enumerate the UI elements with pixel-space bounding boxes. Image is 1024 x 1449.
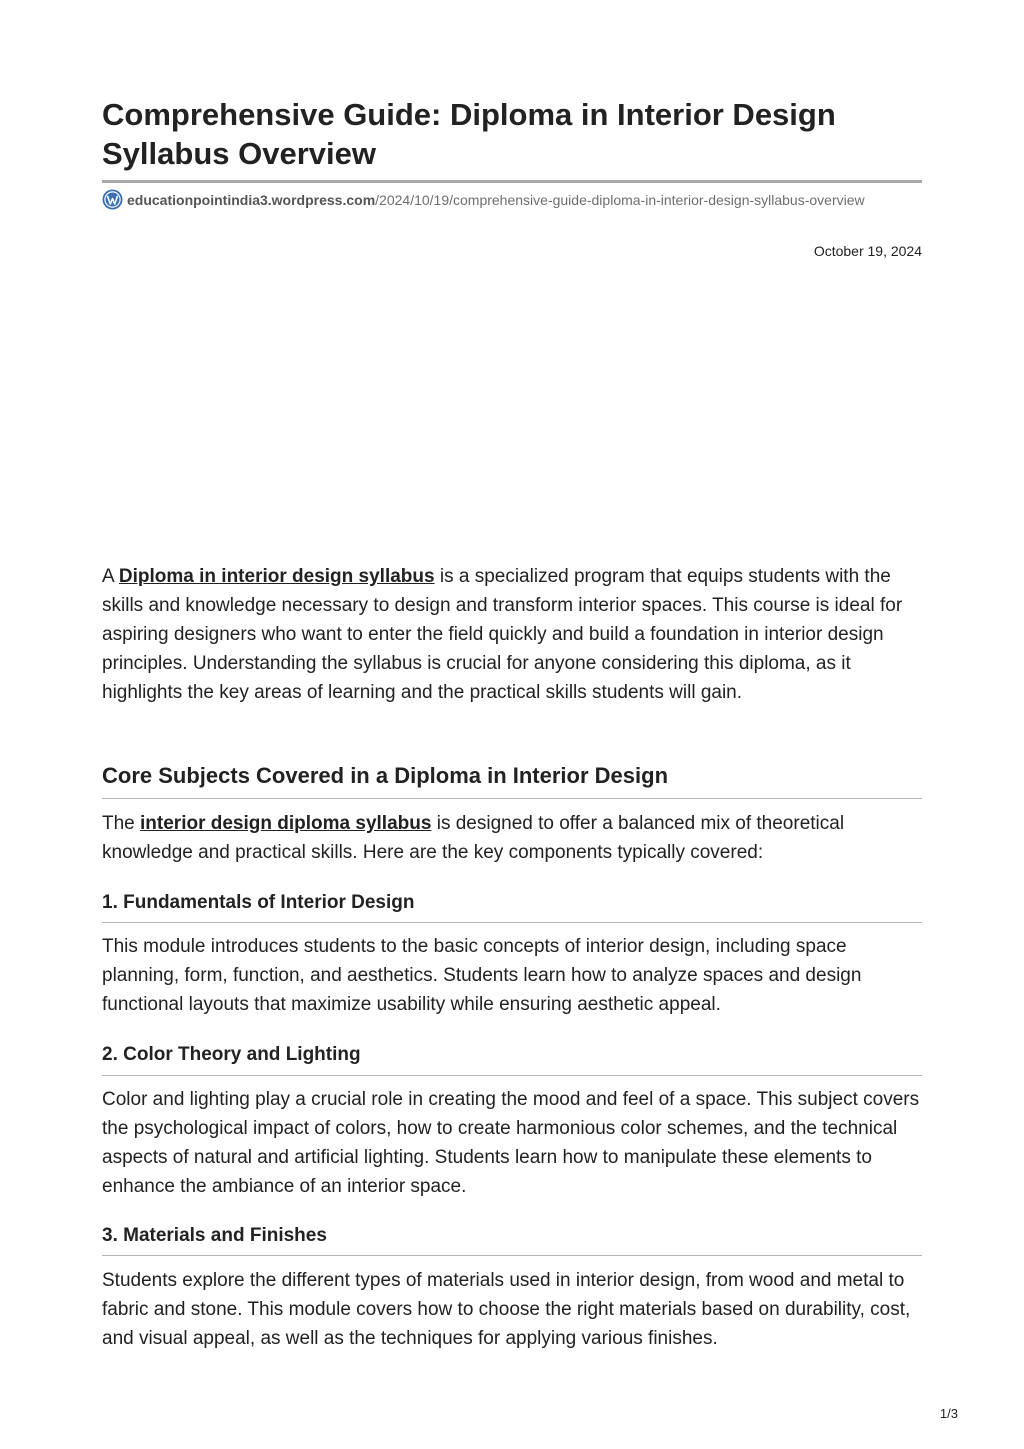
diploma-syllabus-link[interactable]: Diploma in interior design syllabus [118, 566, 435, 587]
core-prefix: The [102, 813, 141, 834]
section-paragraph: Students explore the different types of materials used in interior design, from wood and metal to fabric and stone. This module covers how to choose the right materials based on durability, cost, and visual appeal, as well as the techniques for applying various finishes. [102, 1270, 911, 1349]
section-heading: 3. Materials and Finishes [102, 1225, 327, 1246]
core-subjects-heading: Core Subjects Covered in a Diploma in Interior Design [102, 763, 669, 788]
section-heading: 2. Color Theory and Lighting [102, 1044, 361, 1065]
intro-text: is a specialized program that equips students with the skills and knowledge necessary to design and transform interior spaces. This course is ideal for aspiring designers who want to enter the field quickly and build a foundation in interior design principles. Understanding the syllabus is crucial for anyone considering this diploma, as it highlights the key areas of learning and the practical skills students will gain. [102, 566, 903, 703]
interior-design-syllabus-link[interactable]: interior design diploma syllabus [140, 813, 432, 834]
article-title: Comprehensive Guide: Diploma in Interior Design Syllabus Overview [102, 97, 836, 171]
intro-prefix: A [102, 566, 119, 587]
section-divider [102, 922, 922, 923]
section-paragraph: Color and lighting play a crucial role in creating the mood and feel of a space. This subject covers the psychological impact of colors, how to create harmonious color schemes, and the technical aspects of natural and artificial lighting. Students learn how to manipulate these elements to enhance the ambiance of an interior space. [102, 1089, 920, 1197]
publish-date: October 19, 2024 [813, 243, 922, 259]
intro-paragraph [102, 562, 922, 707]
section-divider [102, 1075, 922, 1076]
section-paragraph: This module introduces students to the basic concepts of interior design, including space planning, form, function, and aesthetics. Students learn how to analyze spaces and design functional layouts that maximize usability while ensuring aesthetic appeal. [102, 936, 862, 1015]
section-heading: 1. Fundamentals of Interior Design [102, 892, 415, 913]
wordpress-icon [102, 189, 123, 210]
source-path: /2024/10/19/comprehensive-guide-diploma-in-interior-design-syllabus-overview [375, 192, 865, 208]
section-divider [102, 798, 922, 799]
section-divider [102, 1255, 922, 1256]
page-number: 1/3 [939, 1406, 958, 1421]
source-url[interactable] [102, 189, 902, 210]
core-text: is designed to offer a balanced mix of theoretical knowledge and practical skills. Here are the key components typically covered: [102, 813, 845, 863]
source-domain: educationpointindia3.wordpress.com [127, 192, 376, 208]
title-divider [102, 180, 922, 183]
core-paragraph [102, 809, 922, 867]
